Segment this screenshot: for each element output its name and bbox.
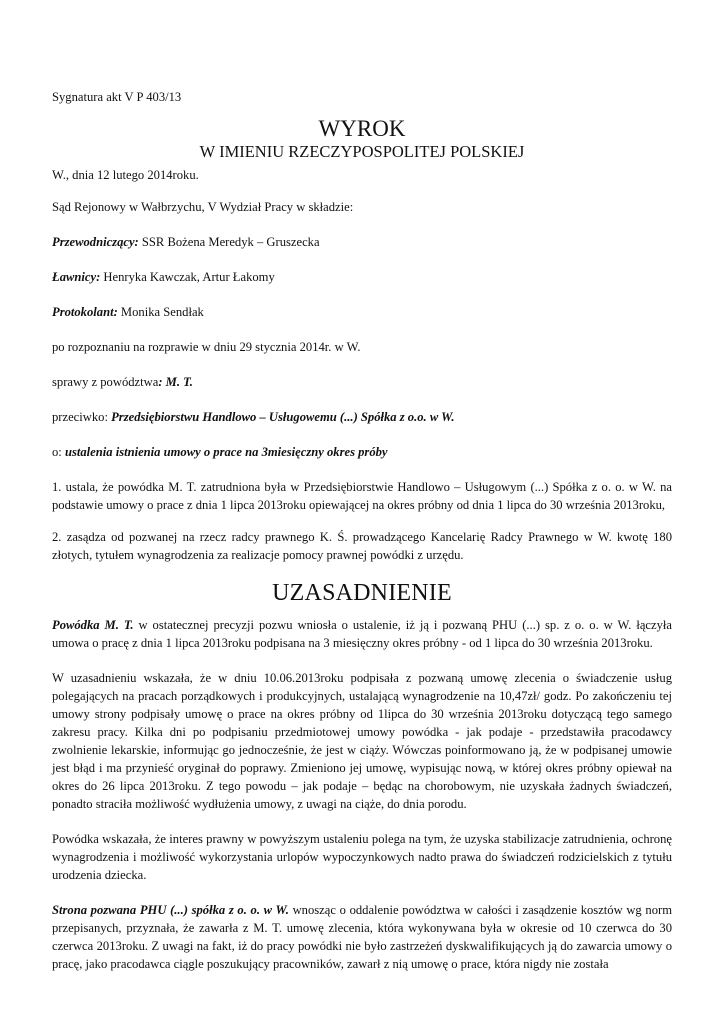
defendant-name: Przedsiębiorstwu Handlowo – Usługowemu (...) Spółka z o.o. w W. <box>111 410 455 424</box>
clerk-value: Monika Sendłak <box>117 305 204 319</box>
clerk-label: Protokolant: <box>52 305 118 319</box>
justification-paragraph: Powódka wskazała, że interes prawny w powyższym ustaleniu polega na tym, że uzyska stabilizacje zatrudnienia, ochronę wynagrodzenia i możliwość wykorzystania urlopów wypoczynkowych nadto prawa do świadczeń rodzicielskich z tytułu urodzenia dziecka. <box>52 832 672 882</box>
document-title: WYROK <box>318 116 406 141</box>
defendant-prefix: przeciwko: <box>52 410 112 424</box>
paragraph-text: w ostatecznej precyzji pozwu wniosła o ustalenie, iż ją i pozwaną PHU (...) sp. z o. o. w W. łączyła umowa o pracę z dnia 1 lipca 2013roku podpisana na 3 miesięczny okres próbny - od 1 lipca do 30 września 2013roku. <box>52 618 672 650</box>
subject-line <box>52 443 672 461</box>
paragraph-lead: Strona pozwana PHU (...) spółka z o. o. w W. <box>52 903 289 917</box>
ruling-item: 2. zasądza od pozwanej na rzecz radcy prawnego K. Ś. prowadzącego Kancelarię Radcy Prawnego w W. kwotę 180 złotych, tytułem wynagrodzenia za realizacje pomocy prawnej powódki z urzędu. <box>52 530 672 562</box>
document-page <box>52 88 672 990</box>
rulings-list <box>52 478 672 564</box>
clerk-line <box>52 303 672 321</box>
lay-judges-value: Henryka Kawczak, Artur Łakomy <box>100 270 275 284</box>
subject-prefix: o: <box>52 445 65 459</box>
paragraph-lead: Powódka M. T. <box>52 618 134 632</box>
justification-paragraph <box>52 616 672 652</box>
plaintiff-name: : M. T. <box>158 375 193 389</box>
plaintiff-prefix: sprawy z powództwa <box>52 375 159 389</box>
document-subtitle: W IMIENIU RZECZYPOSPOLITEJ POLSKIEJ <box>199 142 525 161</box>
defendant-line <box>52 408 672 426</box>
chair-value: SSR Bożena Meredyk – Gruszecka <box>138 235 320 249</box>
date-line: W., dnia 12 lutego 2014roku. <box>52 168 199 182</box>
subject-name: ustalenia istnienia umowy o prace na 3miesięczny okres próby <box>64 445 388 459</box>
hearing-line: po rozpoznaniu na rozprawie w dniu 29 stycznia 2014r. w W. <box>52 340 361 354</box>
paragraph-text: wnosząc o oddalenie powództwa w całości i zasądzenie kosztów wg norm przepisanych, przyznała, że zawarła z M. T. umowę zlecenia, która wykonywana była w okresie od 10 czerwca do 30 czerwca 2013roku. Z uwagi na fakt, iż do pracy powódki nie było zastrzeżeń dyskwalifikujących ją do zawarcia umowy o pracę, jako pracodawca ciągle poszukujący pracowników, zawarł z nią umowę o prace, która nigdy nie została <box>52 903 672 971</box>
justification-paragraph: W uzasadnieniu wskazała, że w dniu 10.06.2013roku podpisała z pozwaną umowę zlecenia o świadczenie usług polegających na pracach porządkowych i produkcyjnych, ustalającą wynagrodzenie na 10,47zł/ godz. Po zakończeniu tej umowy strony podpisały umowę o prace na okres próbny od 1lipca do 30 września 2013roku dotyczącą tego samego zakresu pracy. Kilka dni po podpisaniu przedmiotowej umowy powódka - jak podaje - przedstawiła pracodawcy zwolnienie lekarskie, informując go jednocześnie, że jest w ciąży. Wówczas poinformowano ją, że w podpisanej umowie jest błąd i ma przynieść oryginał do poprawy. Zmieniono jej umowę, wypisując nową, w której okres próbny opiewał na okres do 26 lipca 2013roku. Z tego powodu – jak podaje – będąc na chorobowym, nie uzyskała żadnych świadczeń, ponadto straciła możliwość wydłużenia umowy, z uwagi na ciąże, do dnia porodu. <box>52 671 672 811</box>
case-signature: Sygnatura akt V P 403/13 <box>52 90 182 104</box>
court-line: Sąd Rejonowy w Wałbrzychu, V Wydział Pracy w składzie: <box>52 200 354 214</box>
chair-line <box>52 233 672 251</box>
justification-paragraph <box>52 901 672 973</box>
chair-label: Przewodniczący: <box>52 235 139 249</box>
plaintiff-line <box>52 373 672 391</box>
justification-title: UZASADNIENIE <box>272 580 452 606</box>
lay-judges-line <box>52 268 672 286</box>
lay-judges-label: Ławnicy: <box>52 270 101 284</box>
ruling-item: 1. ustala, że powódka M. T. zatrudniona była w Przedsiębiorstwie Handlowo – Usługowym (...) Spółka z o. o. w W. na podstawie umowy o prace z dnia 1 lipca 2013roku opiewającej na okres próbny od dnia 1 lipca do 30 września 2013roku, <box>52 480 672 512</box>
